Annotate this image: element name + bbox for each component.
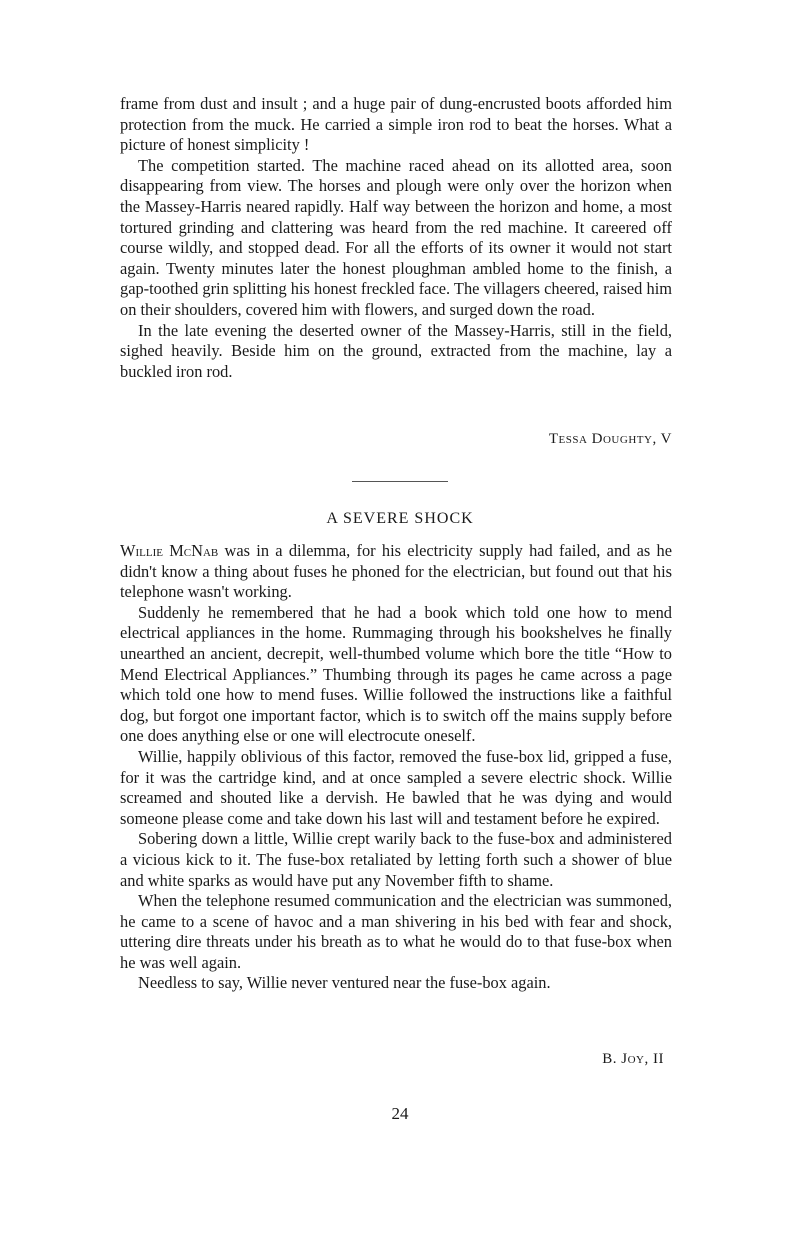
paragraph <box>120 541 672 603</box>
author-signature <box>549 431 672 448</box>
story-continuation <box>120 94 672 382</box>
section-divider <box>352 481 448 482</box>
paragraph: When the telephone resumed communication and the electrician was summoned, he came to a scene of havoc and a man shivering in his bed with fear and shock, uttering dire threats under his breath as to what he would do to that fuse-box when he was well again. <box>120 891 672 972</box>
page-number: 24 <box>391 1104 409 1123</box>
paragraph: Needless to say, Willie never ventured near the fuse-box again. <box>138 973 551 993</box>
paragraph: Sobering down a little, Willie crept warily back to the fuse-box and administered a vicious kick to it. The fuse-box retaliated by letting forth such a shower of blue and white sparks as would have put any November fifth to shame. <box>120 829 672 890</box>
paragraph: Willie, happily oblivious of this factor, removed the fuse-box lid, gripped a fuse, for it was the cartridge kind, and at once sampled a severe electric shock. Willie screamed and shouted like a dervish. He bawled that he was dying and would someone please come and take down his last will and testament before he expired. <box>120 746 672 828</box>
paragraph: frame from dust and insult ; and a huge pair of dung-encrusted boots afforded him protection from the muck. He carried a simple iron rod to beat the horses. What a picture of honest simplicity ! <box>120 94 672 155</box>
paragraph-text: was in a dilemma, for his electricity supply had failed, and as he didn't know a thing about fuses he phoned for the electrician, but found out that his telephone wasn't working. <box>120 541 672 602</box>
paragraph: The competition started. The machine raced ahead on its allotted area, soon disappearing from view. The horses and plough were only over the horizon when the Massey-Harris neared rapidly. Half way between the horizon and home, a most tortured grinding and clattering was heard from the red machine. It careered off course wildly, and stopped dead. For all the efforts of its owner it would not start again. Twenty minutes later the honest ploughman ambled home to the finish, a gap-toothed grin splitting his honest freckled face. The villagers cheered, raised him on their shoulders, covered him with flowers, and surged down the road. <box>120 155 672 319</box>
lead-name: Willie McNab <box>120 541 219 560</box>
author-form: , II <box>644 1051 664 1067</box>
author-signature <box>602 1051 664 1068</box>
author-name: B. Joy <box>602 1051 645 1067</box>
author-form: , V <box>652 431 672 447</box>
paragraph: Suddenly he remembered that he had a book which told one how to mend electrical appliances in the home. Rummaging through his bookshelves he finally unearthed an ancient, decrepit, well-thumbed volume which bore the title “How to Mend Electrical Appliances.” Thumbing through its pages he came across a page which told one how to mend fuses. Willie followed the instructions like a faithful dog, but forgot one important factor, which is to switch off the mains supply before one does anything else or one will electrocute oneself. <box>120 602 672 746</box>
story-title: A SEVERE SHOCK <box>326 510 474 527</box>
paragraph: In the late evening the deserted owner of the Massey-Harris, still in the field, sighed heavily. Beside him on the ground, extracted from the machine, lay a buckled iron rod. <box>120 320 672 381</box>
author-name: Tessa Doughty <box>548 431 653 447</box>
story-body <box>120 541 672 994</box>
